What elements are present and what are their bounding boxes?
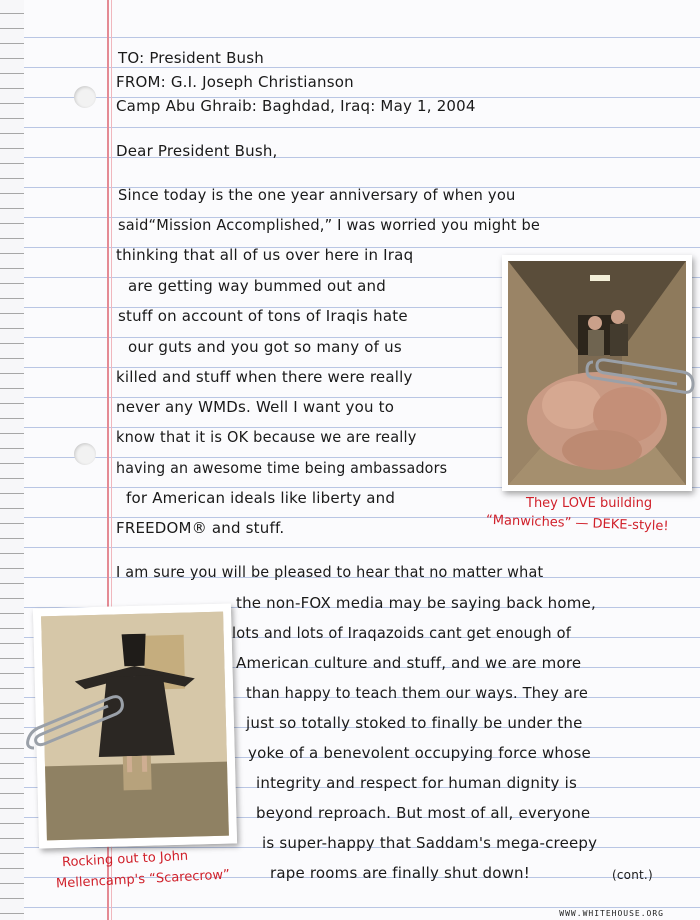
letter-line: are getting way bummed out and <box>128 277 386 295</box>
letter-line: know that it is OK because we are really <box>116 428 417 446</box>
letter-line: our guts and you got so many of us <box>128 338 402 356</box>
header-from: FROM: G.I. Joseph Christianson <box>116 73 354 91</box>
salutation: Dear President Bush, <box>116 142 278 160</box>
letter-line: I am sure you will be pleased to hear that no matter what <box>116 563 544 581</box>
photo-hooded-figure-caption-line1: Rocking out to John <box>61 848 189 871</box>
letter-line: American culture and stuff, and we are more <box>236 654 582 672</box>
letter-line: FREEDOM® and stuff. <box>116 519 285 537</box>
photo-hallway-caption-line1: They LOVE building <box>526 496 653 511</box>
letter-line: is super-happy that Saddam's mega-creepy <box>262 834 598 852</box>
letter-line: yoke of a benevolent occupying force whose <box>248 744 591 762</box>
punch-hole <box>74 86 96 108</box>
torn-spiral-edge <box>0 0 24 920</box>
footer-url: WWW.WHITEHOUSE.ORG <box>559 909 664 918</box>
letter-line: the non-FOX media may be saying back home, <box>236 594 596 612</box>
letter-line: having an awesome time being ambassadors <box>116 459 448 477</box>
letter-line: lots and lots of Iraqazoids cant get enough of <box>232 624 572 642</box>
paper-clip-icon <box>585 352 697 400</box>
photo-hooded-figure-caption-line2: Mellencamp's “Scarecrow” <box>55 867 231 892</box>
paper-clip-icon <box>24 690 128 754</box>
letter-line: Since today is the one year anniversary of when you <box>118 186 516 204</box>
letter-line: said“Mission Accomplished,” I was worried you might be <box>118 216 541 234</box>
letter-line: beyond reproach. But most of all, everyone <box>256 804 591 822</box>
letter-line: integrity and respect for human dignity is <box>256 774 577 792</box>
punch-hole <box>74 443 96 465</box>
letter-line: never any WMDs. Well I want you to <box>116 398 395 416</box>
letter-line: thinking that all of us over here in Iraq <box>116 246 414 264</box>
letter-line: rape rooms are finally shut down! <box>270 864 530 882</box>
continued-note: (cont.) <box>612 868 653 882</box>
header-place-date: Camp Abu Ghraib: Baghdad, Iraq: May 1, 2004 <box>116 97 476 115</box>
letter-line: than happy to teach them our ways. They are <box>246 684 589 702</box>
photo-hallway-caption-line2: “Manwiches” — DEKE-style! <box>485 512 669 535</box>
letter-line: just so totally stoked to finally be under the <box>246 714 583 732</box>
letter-line: for American ideals like liberty and <box>126 489 396 507</box>
header-to: TO: President Bush <box>118 49 264 67</box>
letter-line: killed and stuff when there were really <box>116 368 413 386</box>
letter-line: stuff on account of tons of Iraqis hate <box>118 307 408 325</box>
